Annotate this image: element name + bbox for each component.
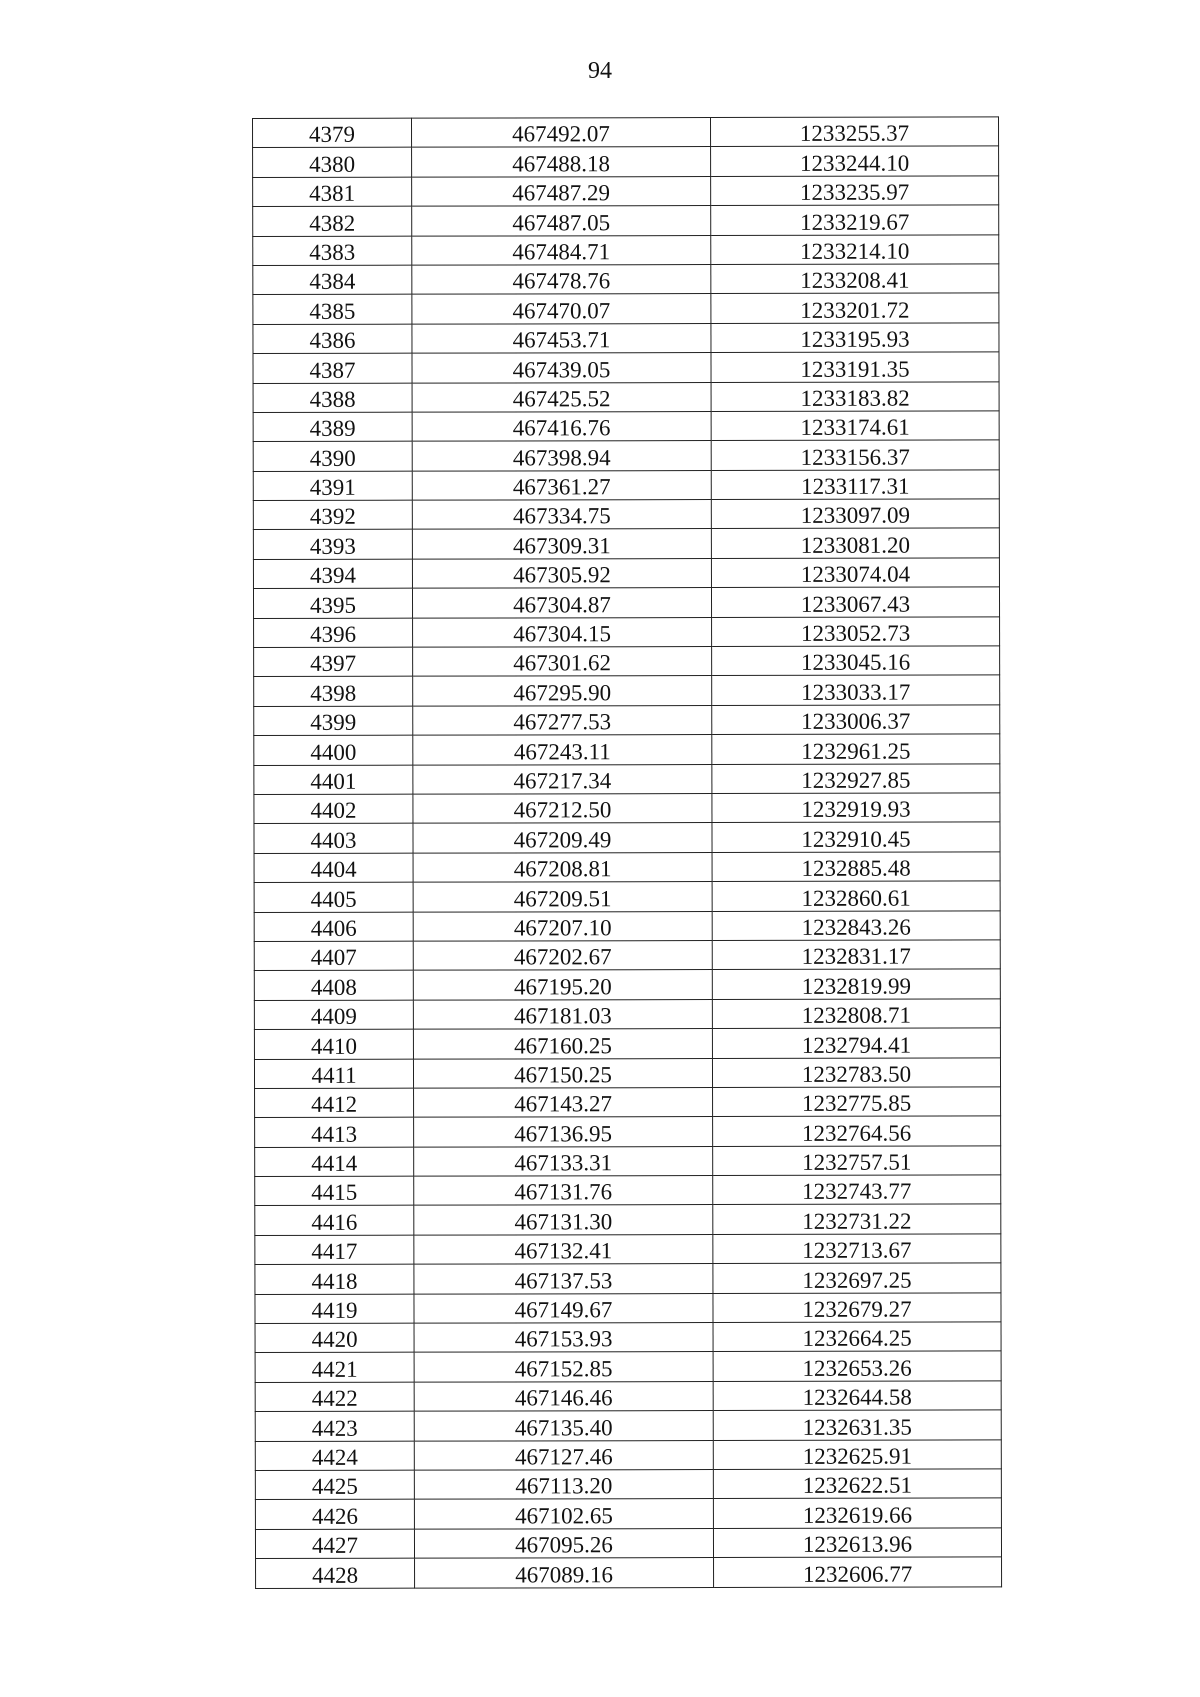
point-number-cell: 4391 bbox=[253, 471, 412, 501]
y-coordinate-cell: 1233156.37 bbox=[711, 440, 999, 470]
table-row bbox=[253, 411, 999, 442]
x-coordinate-cell: 467208.81 bbox=[413, 852, 712, 882]
table-row bbox=[253, 117, 999, 148]
point-number-cell: 4415 bbox=[255, 1176, 414, 1206]
x-coordinate-cell: 467398.94 bbox=[412, 441, 711, 471]
y-coordinate-cell: 1232927.85 bbox=[712, 764, 1000, 794]
x-coordinate-cell: 467484.71 bbox=[412, 235, 711, 265]
table-row bbox=[254, 793, 1000, 824]
x-coordinate-cell: 467195.20 bbox=[413, 970, 712, 1000]
x-coordinate-cell: 467488.18 bbox=[412, 147, 711, 177]
table-row bbox=[255, 1498, 1001, 1529]
table-row bbox=[254, 940, 1000, 971]
y-coordinate-cell: 1233244.10 bbox=[711, 146, 999, 176]
table-row bbox=[253, 234, 999, 265]
x-coordinate-cell: 467470.07 bbox=[412, 294, 711, 324]
point-number-cell: 4398 bbox=[254, 677, 413, 707]
table-row bbox=[253, 264, 999, 295]
point-number-cell: 4417 bbox=[255, 1235, 414, 1265]
y-coordinate-cell: 1232631.35 bbox=[713, 1410, 1001, 1440]
point-number-cell: 4405 bbox=[254, 882, 413, 912]
point-number-cell: 4428 bbox=[256, 1558, 415, 1588]
y-coordinate-cell: 1232794.41 bbox=[712, 1028, 1000, 1058]
x-coordinate-cell: 467487.29 bbox=[412, 176, 711, 206]
table-row bbox=[255, 1234, 1001, 1265]
table-row bbox=[253, 293, 999, 324]
x-coordinate-cell: 467089.16 bbox=[415, 1558, 714, 1588]
y-coordinate-cell: 1233067.43 bbox=[711, 587, 999, 617]
x-coordinate-cell: 467217.34 bbox=[413, 764, 712, 794]
y-coordinate-cell: 1233033.17 bbox=[712, 675, 1000, 705]
point-number-cell: 4409 bbox=[254, 1000, 413, 1030]
table-row bbox=[254, 734, 1000, 765]
x-coordinate-cell: 467095.26 bbox=[414, 1528, 713, 1558]
table-row bbox=[253, 323, 999, 354]
x-coordinate-cell: 467202.67 bbox=[413, 940, 712, 970]
x-coordinate-cell: 467146.46 bbox=[414, 1381, 713, 1411]
point-number-cell: 4380 bbox=[253, 148, 412, 178]
y-coordinate-cell: 1232743.77 bbox=[713, 1175, 1001, 1205]
y-coordinate-cell: 1233255.37 bbox=[711, 117, 999, 147]
table-row bbox=[253, 352, 999, 383]
x-coordinate-cell: 467425.52 bbox=[412, 382, 711, 412]
table-row bbox=[255, 1440, 1001, 1471]
x-coordinate-cell: 467304.87 bbox=[412, 588, 711, 618]
x-coordinate-cell: 467209.49 bbox=[413, 823, 712, 853]
point-number-cell: 4397 bbox=[254, 647, 413, 677]
y-coordinate-cell: 1233214.10 bbox=[711, 234, 999, 264]
table-row bbox=[255, 1351, 1001, 1382]
table-row bbox=[254, 852, 1000, 883]
point-number-cell: 4387 bbox=[253, 353, 412, 383]
point-number-cell: 4383 bbox=[253, 236, 412, 266]
y-coordinate-cell: 1232653.26 bbox=[713, 1351, 1001, 1381]
table-row bbox=[253, 176, 999, 207]
point-number-cell: 4394 bbox=[253, 559, 412, 589]
x-coordinate-cell: 467277.53 bbox=[413, 705, 712, 735]
table-body bbox=[253, 117, 1002, 1588]
point-number-cell: 4421 bbox=[255, 1353, 414, 1383]
y-coordinate-cell: 1233045.16 bbox=[712, 646, 1000, 676]
y-coordinate-cell: 1233183.82 bbox=[711, 381, 999, 411]
table-row bbox=[253, 146, 999, 177]
table-row bbox=[254, 1028, 1000, 1059]
x-coordinate-cell: 467304.15 bbox=[413, 617, 712, 647]
point-number-cell: 4426 bbox=[255, 1500, 414, 1530]
y-coordinate-cell: 1232775.85 bbox=[713, 1087, 1001, 1117]
x-coordinate-cell: 467305.92 bbox=[412, 558, 711, 588]
point-number-cell: 4382 bbox=[253, 206, 412, 236]
y-coordinate-cell: 1232697.25 bbox=[713, 1263, 1001, 1293]
point-number-cell: 4395 bbox=[253, 588, 412, 618]
x-coordinate-cell: 467131.30 bbox=[414, 1205, 713, 1235]
y-coordinate-cell: 1232819.99 bbox=[712, 969, 1000, 999]
table-row bbox=[253, 440, 999, 471]
x-coordinate-cell: 467149.67 bbox=[414, 1293, 713, 1323]
table-row bbox=[255, 1469, 1001, 1500]
point-number-cell: 4418 bbox=[255, 1264, 414, 1294]
y-coordinate-cell: 1232713.67 bbox=[713, 1234, 1001, 1264]
x-coordinate-cell: 467439.05 bbox=[412, 353, 711, 383]
x-coordinate-cell: 467243.11 bbox=[413, 735, 712, 765]
x-coordinate-cell: 467478.76 bbox=[412, 264, 711, 294]
x-coordinate-cell: 467133.31 bbox=[414, 1146, 713, 1176]
x-coordinate-cell: 467113.20 bbox=[414, 1470, 713, 1500]
table-row bbox=[253, 587, 999, 618]
point-number-cell: 4422 bbox=[255, 1382, 414, 1412]
y-coordinate-cell: 1233195.93 bbox=[711, 323, 999, 353]
point-number-cell: 4384 bbox=[253, 265, 412, 295]
page-number: 94 bbox=[588, 58, 612, 84]
table-row bbox=[255, 1410, 1001, 1441]
y-coordinate-cell: 1233219.67 bbox=[711, 205, 999, 235]
point-number-cell: 4424 bbox=[255, 1441, 414, 1471]
y-coordinate-cell: 1232885.48 bbox=[712, 852, 1000, 882]
table-row bbox=[253, 499, 999, 530]
point-number-cell: 4400 bbox=[254, 735, 413, 765]
point-number-cell: 4379 bbox=[253, 118, 412, 148]
y-coordinate-cell: 1232860.61 bbox=[712, 881, 1000, 911]
x-coordinate-cell: 467135.40 bbox=[414, 1411, 713, 1441]
x-coordinate-cell: 467301.62 bbox=[413, 647, 712, 677]
y-coordinate-cell: 1233117.31 bbox=[711, 470, 999, 500]
table-row bbox=[254, 617, 1000, 648]
x-coordinate-cell: 467131.76 bbox=[414, 1176, 713, 1206]
x-coordinate-cell: 467160.25 bbox=[413, 1029, 712, 1059]
x-coordinate-cell: 467127.46 bbox=[414, 1440, 713, 1470]
point-number-cell: 4388 bbox=[253, 383, 412, 413]
x-coordinate-cell: 467137.53 bbox=[414, 1264, 713, 1294]
point-number-cell: 4393 bbox=[253, 530, 412, 560]
table-row bbox=[253, 205, 999, 236]
table-row bbox=[253, 558, 999, 589]
x-coordinate-cell: 467453.71 bbox=[412, 323, 711, 353]
y-coordinate-cell: 1232961.25 bbox=[712, 734, 1000, 764]
x-coordinate-cell: 467150.25 bbox=[413, 1058, 712, 1088]
table-row bbox=[254, 999, 1000, 1030]
table-row bbox=[255, 1263, 1001, 1294]
table-row bbox=[255, 1175, 1001, 1206]
point-number-cell: 4401 bbox=[254, 765, 413, 795]
point-number-cell: 4419 bbox=[255, 1294, 414, 1324]
point-number-cell: 4406 bbox=[254, 912, 413, 942]
y-coordinate-cell: 1233208.41 bbox=[711, 264, 999, 294]
x-coordinate-cell: 467416.76 bbox=[412, 411, 711, 441]
point-number-cell: 4381 bbox=[253, 177, 412, 207]
x-coordinate-cell: 467334.75 bbox=[412, 500, 711, 530]
point-number-cell: 4413 bbox=[255, 1117, 414, 1147]
y-coordinate-cell: 1232808.71 bbox=[712, 999, 1000, 1029]
y-coordinate-cell: 1233191.35 bbox=[711, 352, 999, 382]
y-coordinate-cell: 1233201.72 bbox=[711, 293, 999, 323]
y-coordinate-cell: 1233174.61 bbox=[711, 411, 999, 441]
x-coordinate-cell: 467295.90 bbox=[413, 676, 712, 706]
x-coordinate-cell: 467487.05 bbox=[412, 206, 711, 236]
y-coordinate-cell: 1232843.26 bbox=[712, 910, 1000, 940]
point-number-cell: 4412 bbox=[255, 1088, 414, 1118]
x-coordinate-cell: 467153.93 bbox=[414, 1323, 713, 1353]
y-coordinate-cell: 1232764.56 bbox=[713, 1116, 1001, 1146]
point-number-cell: 4416 bbox=[255, 1206, 414, 1236]
point-number-cell: 4410 bbox=[254, 1029, 413, 1059]
y-coordinate-cell: 1233006.37 bbox=[712, 705, 1000, 735]
y-coordinate-cell: 1233097.09 bbox=[711, 499, 999, 529]
table-row bbox=[255, 1293, 1001, 1324]
x-coordinate-cell: 467361.27 bbox=[412, 470, 711, 500]
y-coordinate-cell: 1232831.17 bbox=[712, 940, 1000, 970]
point-number-cell: 4390 bbox=[253, 441, 412, 471]
table-row bbox=[254, 910, 1000, 941]
y-coordinate-cell: 1232679.27 bbox=[713, 1293, 1001, 1323]
point-number-cell: 4403 bbox=[254, 824, 413, 854]
point-number-cell: 4423 bbox=[255, 1411, 414, 1441]
y-coordinate-cell: 1232757.51 bbox=[713, 1146, 1001, 1176]
table-row bbox=[254, 646, 1000, 677]
x-coordinate-cell: 467207.10 bbox=[413, 911, 712, 941]
coordinates-table bbox=[252, 116, 1002, 1588]
y-coordinate-cell: 1233074.04 bbox=[711, 558, 999, 588]
table-row bbox=[253, 470, 999, 501]
table-row bbox=[254, 675, 1000, 706]
y-coordinate-cell: 1233235.97 bbox=[711, 176, 999, 206]
table-row bbox=[255, 1204, 1001, 1235]
point-number-cell: 4411 bbox=[254, 1059, 413, 1089]
table-row bbox=[253, 528, 999, 559]
x-coordinate-cell: 467181.03 bbox=[413, 999, 712, 1029]
point-number-cell: 4396 bbox=[254, 618, 413, 648]
table-row bbox=[255, 1381, 1001, 1412]
point-number-cell: 4407 bbox=[254, 941, 413, 971]
x-coordinate-cell: 467152.85 bbox=[414, 1352, 713, 1382]
x-coordinate-cell: 467209.51 bbox=[413, 882, 712, 912]
x-coordinate-cell: 467132.41 bbox=[414, 1234, 713, 1264]
x-coordinate-cell: 467143.27 bbox=[414, 1087, 713, 1117]
point-number-cell: 4414 bbox=[255, 1147, 414, 1177]
y-coordinate-cell: 1232625.91 bbox=[713, 1440, 1001, 1470]
table-row bbox=[254, 881, 1000, 912]
point-number-cell: 4425 bbox=[255, 1470, 414, 1500]
point-number-cell: 4408 bbox=[254, 970, 413, 1000]
y-coordinate-cell: 1232731.22 bbox=[713, 1204, 1001, 1234]
table-row bbox=[255, 1322, 1001, 1353]
point-number-cell: 4420 bbox=[255, 1323, 414, 1353]
y-coordinate-cell: 1232783.50 bbox=[712, 1057, 1000, 1087]
point-number-cell: 4385 bbox=[253, 295, 412, 325]
point-number-cell: 4402 bbox=[254, 794, 413, 824]
table-row bbox=[255, 1528, 1001, 1559]
x-coordinate-cell: 467102.65 bbox=[414, 1499, 713, 1529]
table-row bbox=[254, 764, 1000, 795]
table-row bbox=[254, 822, 1000, 853]
y-coordinate-cell: 1232644.58 bbox=[713, 1381, 1001, 1411]
y-coordinate-cell: 1232606.77 bbox=[714, 1557, 1002, 1587]
point-number-cell: 4392 bbox=[253, 500, 412, 530]
point-number-cell: 4404 bbox=[254, 853, 413, 883]
y-coordinate-cell: 1232664.25 bbox=[713, 1322, 1001, 1352]
x-coordinate-cell: 467212.50 bbox=[413, 794, 712, 824]
y-coordinate-cell: 1232622.51 bbox=[713, 1469, 1001, 1499]
table-row bbox=[255, 1087, 1001, 1118]
table-row bbox=[256, 1557, 1002, 1588]
y-coordinate-cell: 1232910.45 bbox=[712, 822, 1000, 852]
point-number-cell: 4389 bbox=[253, 412, 412, 442]
table-row bbox=[253, 381, 999, 412]
y-coordinate-cell: 1233081.20 bbox=[711, 528, 999, 558]
table-row bbox=[254, 705, 1000, 736]
table-row bbox=[255, 1116, 1001, 1147]
table-row bbox=[254, 1057, 1000, 1088]
y-coordinate-cell: 1233052.73 bbox=[712, 617, 1000, 647]
table-row bbox=[254, 969, 1000, 1000]
y-coordinate-cell: 1232613.96 bbox=[713, 1528, 1001, 1558]
x-coordinate-cell: 467492.07 bbox=[412, 118, 711, 148]
y-coordinate-cell: 1232919.93 bbox=[712, 793, 1000, 823]
x-coordinate-cell: 467136.95 bbox=[414, 1117, 713, 1147]
y-coordinate-cell: 1232619.66 bbox=[713, 1498, 1001, 1528]
point-number-cell: 4399 bbox=[254, 706, 413, 736]
table-row bbox=[255, 1146, 1001, 1177]
point-number-cell: 4427 bbox=[255, 1529, 414, 1559]
point-number-cell: 4386 bbox=[253, 324, 412, 354]
x-coordinate-cell: 467309.31 bbox=[412, 529, 711, 559]
